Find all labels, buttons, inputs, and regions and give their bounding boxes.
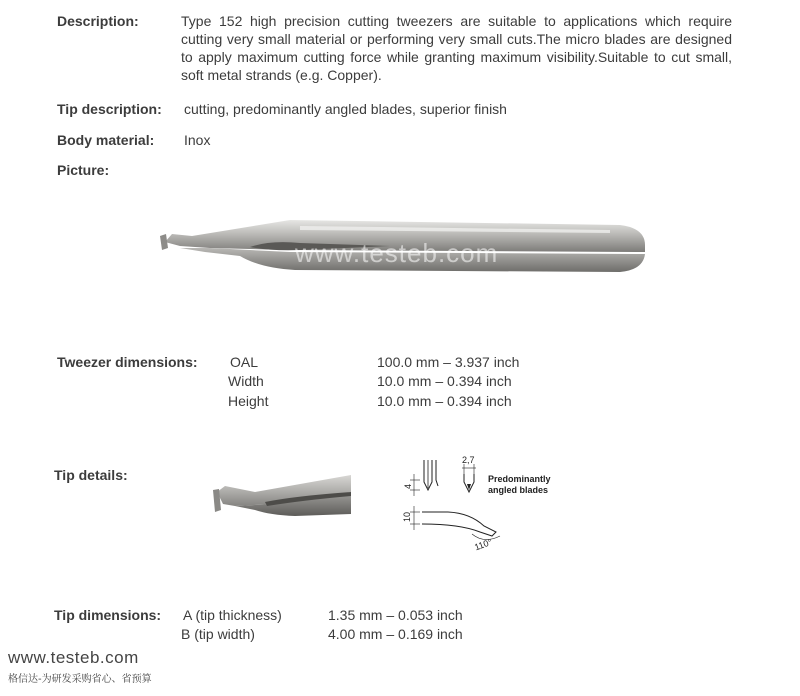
tip-diagram	[400, 452, 560, 552]
diagram-caption-line2: angled blades	[488, 485, 549, 495]
body-material-label: Body material:	[57, 132, 155, 148]
tip-dimensions-label: Tip dimensions:	[54, 607, 162, 623]
footer-tagline: 格信达-为研发采购省心、省预算	[8, 674, 152, 685]
tip-details-label: Tip details:	[54, 467, 128, 483]
tweezer-photo	[150, 190, 660, 300]
diagram-caption-line1: Predominantly	[488, 474, 551, 484]
dimension-value-height: 10.0 mm – 0.394 inch	[377, 393, 512, 409]
dimension-value-oal: 100.0 mm – 3.937 inch	[377, 354, 520, 370]
tip-dimension-value-thickness: 1.35 mm – 0.053 inch	[328, 607, 463, 623]
tip-diagram-graphic	[400, 452, 560, 552]
tweezer-dimensions-label: Tweezer dimensions:	[57, 354, 198, 370]
diagram-dim-left2: 10	[402, 511, 412, 522]
diagram-dim-left: 4	[403, 483, 413, 489]
tip-description-label: Tip description:	[57, 101, 162, 117]
tip-dimension-name-width: B (tip width)	[181, 626, 255, 642]
diagram-angle: 110°	[473, 536, 494, 552]
tip-photo-graphic	[195, 470, 351, 580]
body-material-value: Inox	[184, 132, 211, 148]
description-label: Description:	[57, 13, 139, 29]
dimension-name-oal: OAL	[230, 354, 259, 370]
picture-label: Picture:	[57, 162, 110, 178]
tip-dimension-name-thickness: A (tip thickness)	[183, 607, 282, 623]
footer-url: www.testeb.com	[8, 648, 139, 667]
photo-watermark: www.testeb.com	[295, 238, 499, 268]
dimension-name-width: Width	[228, 373, 264, 389]
diagram-dim-top: 2,7	[462, 455, 475, 465]
description-text: Type 152 high precision cutting tweezers are suitable to applications which require cutting very small material or performing very small cuts.The micro blades are designed to apply maximum cutting force while granting maximum visibility.Suitable to cut small, soft metal strands (e.g. Copper).	[181, 13, 732, 83]
tip-dimension-value-width: 4.00 mm – 0.169 inch	[328, 626, 463, 642]
dimension-name-height: Height	[228, 393, 269, 409]
dimension-value-width: 10.0 mm – 0.394 inch	[377, 373, 512, 389]
photo-watermark-cn: 格信达-为研发采购省心、省预算	[298, 274, 486, 288]
tip-description-value: cutting, predominantly angled blades, superior finish	[184, 101, 507, 117]
tip-photo	[195, 470, 351, 580]
